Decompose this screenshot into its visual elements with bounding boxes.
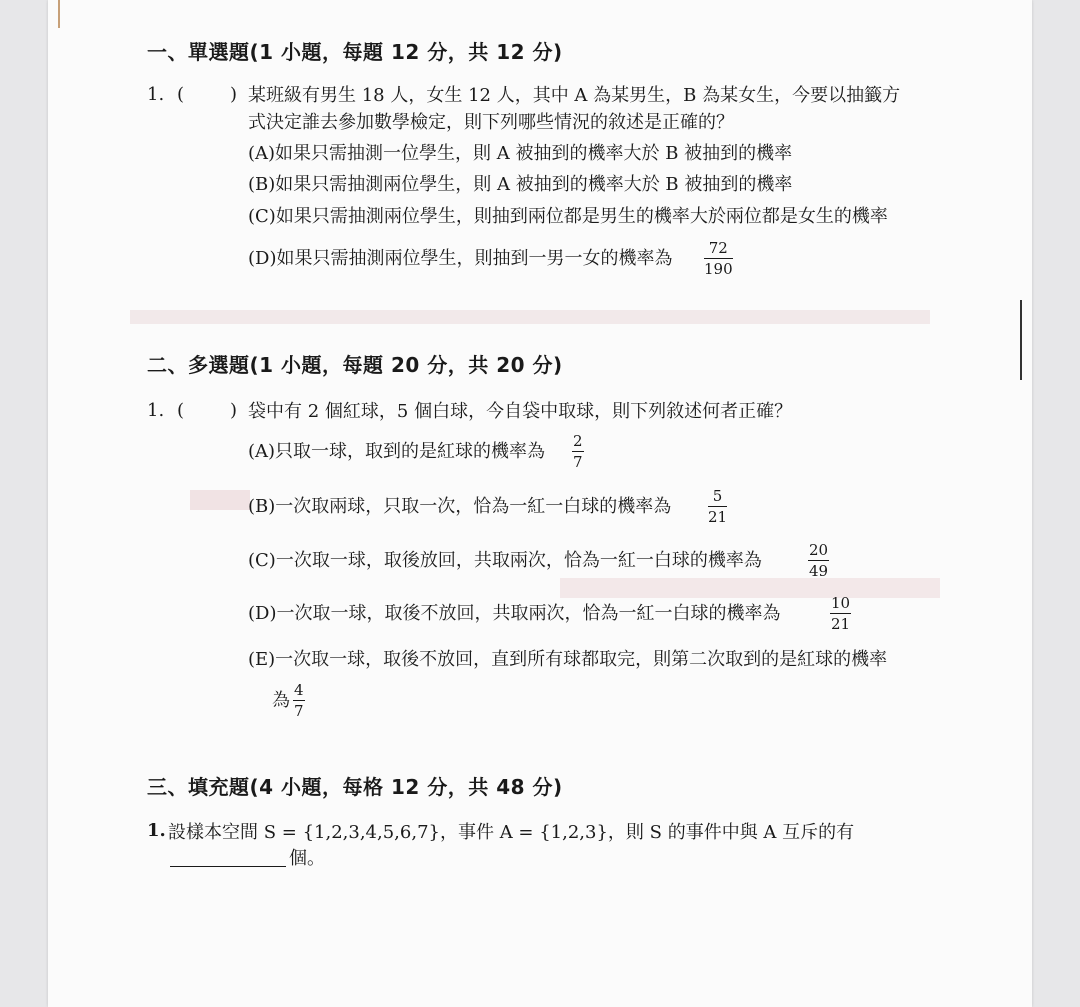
answer-paren-open: ( [177, 84, 185, 105]
fraction [808, 543, 829, 579]
section-title-multiple-choice: 二、多選題(1 小題，每題 20 分，共 20 分) [147, 353, 563, 377]
option-c: (C)如果只需抽測兩位學生，則抽到兩位都是男生的機率大於兩位都是女生的機率 [248, 206, 888, 227]
bleed-through-mark [190, 490, 250, 510]
fraction-denominator: 21 [708, 508, 728, 527]
fraction-numerator: 20 [809, 541, 829, 559]
answer-paren-close: ) [230, 84, 238, 105]
question-text-line1: 設樣本空間 S = {1,2,3,4,5,6,7}，事件 A = {1,2,3}，則 S 的事件中與 A 互斥的有 [168, 822, 855, 843]
question-number: 1. [147, 820, 166, 841]
fraction-numerator: 4 [294, 681, 304, 699]
option-c: (C)一次取一球，取後放回，共取兩次，恰為一紅一白球的機率為 [248, 550, 762, 571]
question-stem-line2: 式決定誰去參加數學檢定，則下列哪些情況的敘述是正確的？ [248, 112, 734, 133]
fraction-numerator: 72 [708, 239, 728, 257]
option-b: (B)如果只需抽測兩位學生，則 A 被抽到的機率大於 B 被抽到的機率 [248, 174, 793, 195]
fraction [572, 434, 584, 470]
answer-paren-close: ) [230, 400, 238, 421]
answer-blank[interactable] [170, 866, 286, 867]
fraction [708, 489, 727, 525]
fraction-denominator: 7 [294, 702, 304, 721]
question-number: 1. [147, 84, 165, 105]
fraction-denominator: 49 [809, 562, 829, 581]
option-d: (D)如果只需抽測兩位學生，則抽到一男一女的機率為 [248, 248, 673, 269]
option-b: (B)一次取兩球，只取一次，恰為一紅一白球的機率為 [248, 496, 672, 517]
page-edge-mark [58, 0, 60, 28]
option-e-continuation: 為 [272, 690, 290, 711]
bleed-through-mark [560, 578, 940, 598]
fraction-numerator: 2 [573, 432, 583, 450]
section-title-single-choice: 一、單選題(1 小題，每題 12 分，共 12 分) [147, 40, 563, 64]
option-a: (A)如果只需抽測一位學生，則 A 被抽到的機率大於 B 被抽到的機率 [248, 143, 793, 164]
question-stem-line1: 某班級有男生 18 人，女生 12 人，其中 A 為某男生，B 為某女生，今要以抽籤方 [248, 85, 901, 106]
fraction-numerator: 5 [712, 487, 723, 505]
page-edge-mark-right [1020, 300, 1022, 380]
fraction-denominator: 21 [831, 615, 851, 634]
fraction-denominator: 190 [704, 260, 733, 279]
answer-paren-open: ( [177, 400, 185, 421]
fraction [293, 683, 305, 719]
bleed-through-mark [130, 310, 930, 324]
option-a: (A)只取一球，取到的是紅球的機率為 [248, 441, 546, 462]
fraction [704, 241, 733, 277]
option-d: (D)一次取一球，取後不放回，共取兩次，恰為一紅一白球的機率為 [248, 603, 781, 624]
fraction [830, 596, 851, 632]
fraction-numerator: 10 [831, 594, 851, 612]
fraction-denominator: 7 [573, 453, 583, 472]
question-stem: 袋中有 2 個紅球，5 個白球，今自袋中取球，則下列敘述何者正確？ [248, 401, 793, 422]
section-title-fill-in: 三、填充題(4 小題，每格 12 分，共 48 分) [147, 775, 563, 799]
question-text-line2: 個。 [289, 848, 325, 869]
option-e: (E)一次取一球，取後不放回，直到所有球都取完，則第二次取到的是紅球的機率 [248, 649, 888, 670]
question-number: 1. [147, 400, 165, 421]
